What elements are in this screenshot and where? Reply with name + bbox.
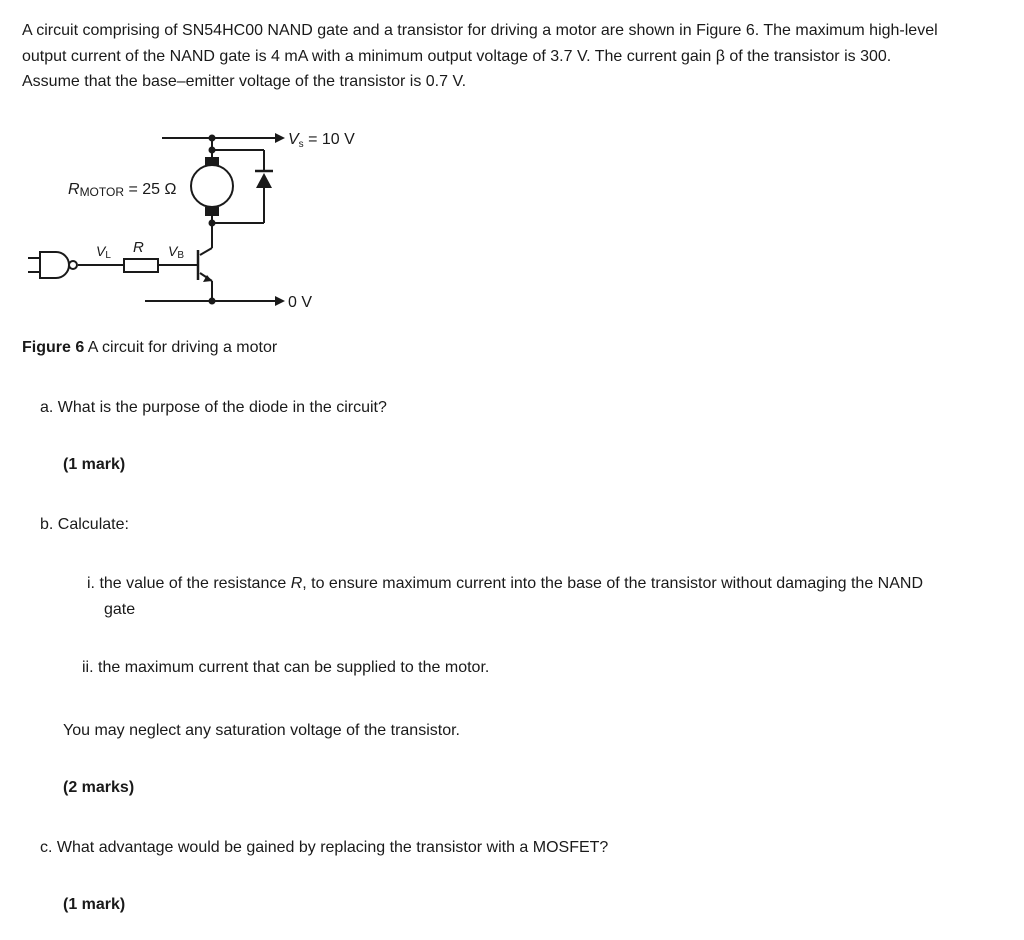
intro-line-2: output current of the NAND gate is 4 mA with a minimum output voltage of 3.7 V. The current gain β of the transistor is 300. <box>22 47 892 65</box>
resistor-r <box>124 259 158 272</box>
question-a: a. What is the purpose of the diode in the circuit? <box>40 399 387 416</box>
diode-symbol <box>256 173 272 188</box>
question-c-marks: (1 mark) <box>63 896 126 913</box>
question-b-i: i. the value of the resistance R, to ensure maximum current into the base of the transistor without damaging the NAND <box>87 575 923 592</box>
rmotor-label: RMOTOR = 25 Ω <box>68 181 177 199</box>
question-b-note: You may neglect any saturation voltage of the transistor. <box>63 722 460 739</box>
question-a-marks: (1 mark) <box>63 456 126 473</box>
junction-dot <box>209 135 216 142</box>
nand-gate <box>40 252 69 278</box>
vs-label: Vs = 10 V <box>288 131 355 150</box>
intro-line-1: A circuit comprising of SN54HC00 NAND gate and a transistor for driving a motor are shown in Figure 6. The maximum high-level <box>22 22 938 39</box>
vb-label: VB <box>168 243 185 261</box>
figure-caption <box>22 339 277 357</box>
question-b: b. Calculate: <box>40 516 129 533</box>
zero-volt-label: 0 V <box>288 294 313 311</box>
junction-dot <box>209 147 216 154</box>
resistor-r-label: R <box>133 239 144 256</box>
question-b-ii: ii. the maximum current that can be supplied to the motor. <box>82 659 490 676</box>
intro-paragraph <box>22 18 1012 95</box>
vl-label: VL <box>96 243 111 261</box>
junction-dot <box>209 220 216 227</box>
figure-caption-text: A circuit for driving a motor <box>87 339 278 356</box>
question-c: c. What advantage would be gained by replacing the transistor with a MOSFET? <box>40 839 609 856</box>
question-b-i-continued: gate <box>104 601 136 618</box>
motor-driver-circuit-diagram <box>0 110 400 325</box>
motor-symbol <box>191 165 233 207</box>
intro-line-3: Assume that the base–emitter voltage of the transistor is 0.7 V. <box>22 73 467 90</box>
supply-arrow <box>275 133 285 143</box>
motor-terminal-top <box>205 157 219 166</box>
motor-terminal-bottom <box>205 207 219 216</box>
junction-dot <box>209 298 216 305</box>
question-b-marks: (2 marks) <box>63 779 135 796</box>
figure-caption-label: Figure 6 <box>22 339 85 356</box>
ground-arrow <box>275 296 285 306</box>
